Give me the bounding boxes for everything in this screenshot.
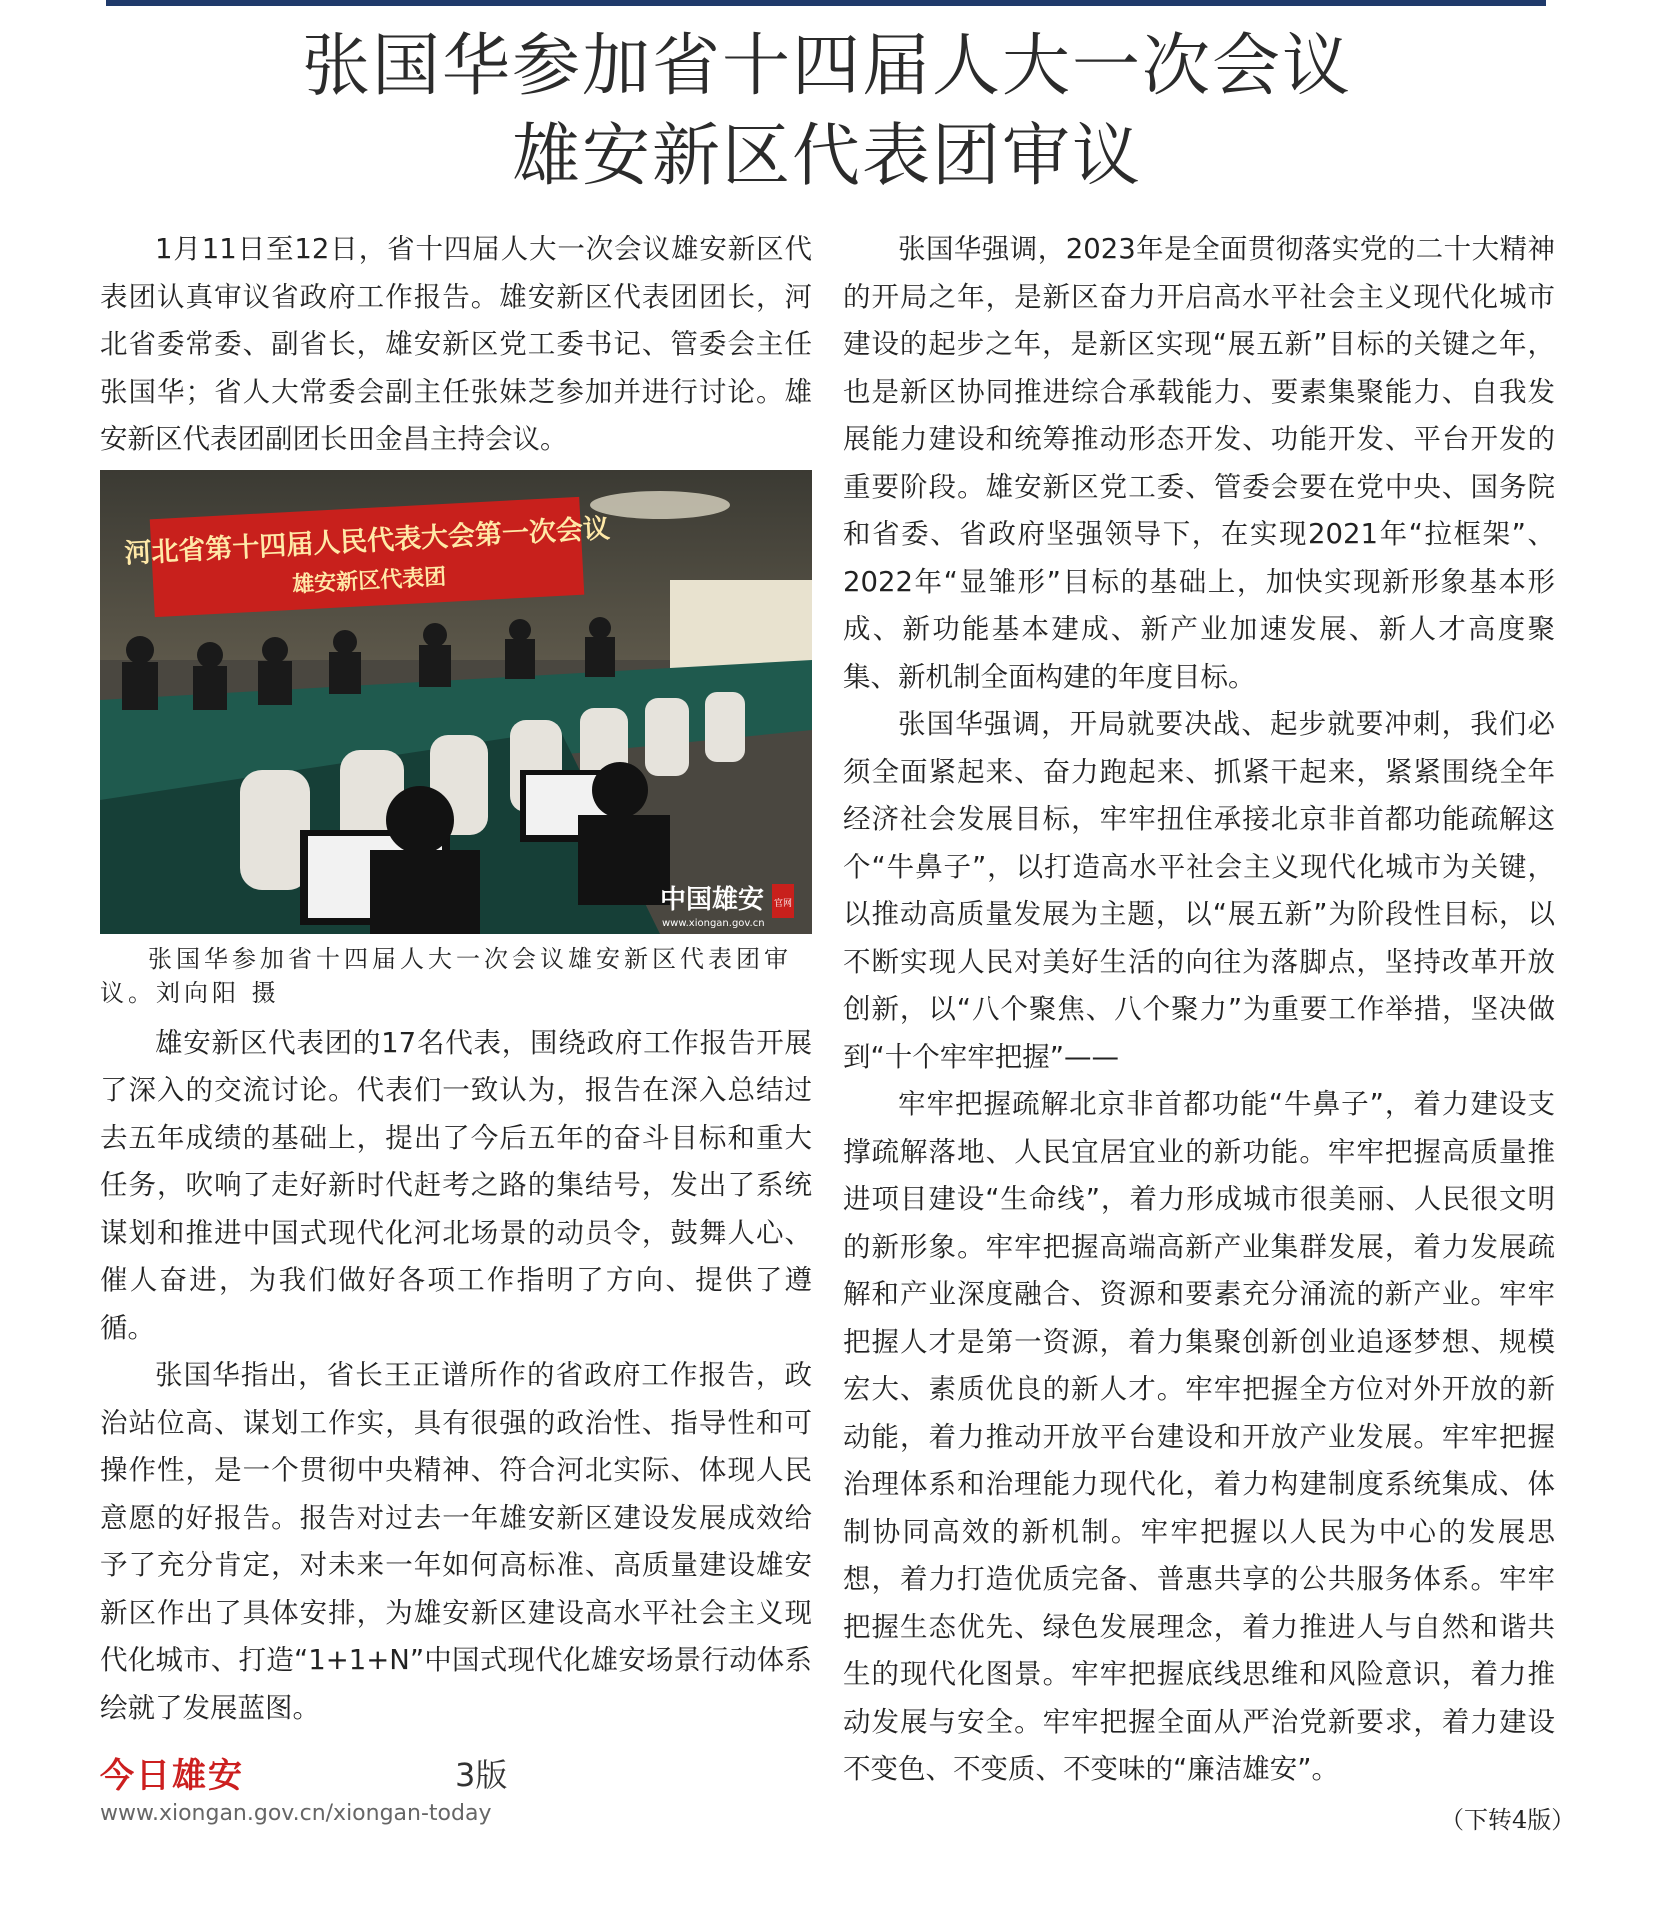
photo-watermark-seal: 官网 (773, 898, 793, 909)
news-photo (100, 470, 812, 934)
top-rule (106, 0, 1546, 6)
footer-url[interactable]: www.xiongan.gov.cn/xiongan-today (100, 1801, 492, 1826)
publication-logo: 今日雄安 (100, 1756, 244, 1796)
article-paragraph: 张国华强调，2023年是全面贯彻落实党的二十大精神的开局之年，是新区奋力开启高水平社会主义现代化城市建设的起步之年，是新区实现“展五新”目标的关键之年，也是新区协同推进综合承载能力、要素集聚能力、自我发展能力建设和统筹推动形态开发、功能开发、平台开发的重要阶段。雄安新区党工委、管委会要在党中央、国务院和省委、省政府坚强领导下，在实现2021年“拉框架”、2022年“显雏形”目标的基础上，加快实现新形象基本形成、新功能基本建成、新产业加速发展、新人才高度聚集、新机制全面构建的年度目标。 (843, 233, 1555, 693)
headline-line-2: 雄安新区代表团审议 (511, 117, 1142, 196)
photo-watermark-logo: 中国雄安 (660, 884, 765, 915)
meeting-photo-illustration (100, 470, 812, 934)
article-paragraph: 张国华指出，省长王正谱所作的省政府工作报告，政治站位高、谋划工作实，具有很强的政治性、指导性和可操作性，是一个贯彻中央精神、符合河北实际、体现人民意愿的好报告。报告对过去一年雄安新区建设发展成效给予了充分肯定，对未来一年如何高标准、高质量建设雄安新区作出了具体安排，为雄安新区建设高水平社会主义现代化城市、打造“1+1+N”中国式现代化雄安场景行动体系绘就了发展蓝图。 (100, 1359, 812, 1724)
article-paragraph: 雄安新区代表团的17名代表，围绕政府工作报告开展了深入的交流讨论。代表们一致认为，报告在深入总结过去五年成绩的基础上，提出了今后五年的奋斗目标和重大任务，吹响了走好新时代赶考之路的集结号，发出了系统谋划和推进中国式现代化河北场景的动员令，鼓舞人心、催人奋进，为我们做好各项工作指明了方向、提供了遵循。 (100, 1026, 812, 1344)
right-column (843, 226, 1555, 1794)
banner-text-line-1: 河北省第十四届人民代表大会第一次会议 (123, 512, 611, 570)
article-paragraph: 1月11日至12日，省十四届人大一次会议雄安新区代表团认真审议省政府工作报告。雄安新区代表团团长，河北省委常委、副省长，雄安新区党工委书记、管委会主任张国华；省人大常委会副主任张妹芝参加并进行讨论。雄安新区代表团副团长田金昌主持会议。 (100, 233, 812, 455)
chandelier (590, 491, 730, 519)
banner-text-line-2: 雄安新区代表团 (291, 564, 447, 598)
headline (0, 22, 1654, 202)
article-paragraph: 张国华强调，开局就要决战、起步就要冲刺，我们必须全面紧起来、奋力跑起来、抓紧干起来，紧紧围绕全年经济社会发展目标，牢牢扭住承接北京非首都功能疏解这个“牛鼻子”，以打造高水平社会主义现代化城市为关键，以推动高质量发展为主题，以“展五新”为阶段性目标，以不断实现人民对美好生活的向往为落脚点，坚持改革开放创新，以“八个聚焦、八个聚力”为重要工作举措，坚决做到“十个牢牢把握”—— (843, 708, 1555, 1073)
article-paragraph: 牢牢把握疏解北京非首都功能“牛鼻子”，着力建设支撑疏解落地、人民宜居宜业的新功能。牢牢把握高质量推进项目建设“生命线”，着力形成城市很美丽、人民很文明的新形象。牢牢把握高端高新产业集群发展，着力发展疏解和产业深度融合、资源和要素充分涌流的新产业。牢牢把握人才是第一资源，着力集聚创新创业追逐梦想、规模宏大、素质优良的新人才。牢牢把握全方位对外开放的新动能，着力推动开放平台建设和开放产业发展。牢牢把握治理体系和治理能力现代化，着力构建制度系统集成、体制协同高效的新机制。牢牢把握以人民为中心的发展思想，着力打造优质完备、普惠共享的公共服务体系。牢牢把握生态优先、绿色发展理念，着力推进人与自然和谐共生的现代化图景。牢牢把握底线思维和风险意识，着力推动发展与安全。牢牢把握全面从严治党新要求，着力建设不变色、不变质、不变味的“廉洁雄安”。 (843, 1088, 1555, 1785)
footer (100, 1748, 520, 1826)
page-number: 3版 (455, 1756, 508, 1794)
photo-watermark-url: www.xiongan.gov.cn (662, 917, 765, 929)
continued-note: （下转4版） (1440, 1806, 1576, 1834)
headline-line-1: 张国华参加省十四届人大一次会议 (301, 27, 1352, 106)
photo-caption: 张国华参加省十四届人大一次会议雄安新区代表团审议。刘向阳 摄 (100, 944, 792, 1007)
left-column (100, 226, 812, 1732)
